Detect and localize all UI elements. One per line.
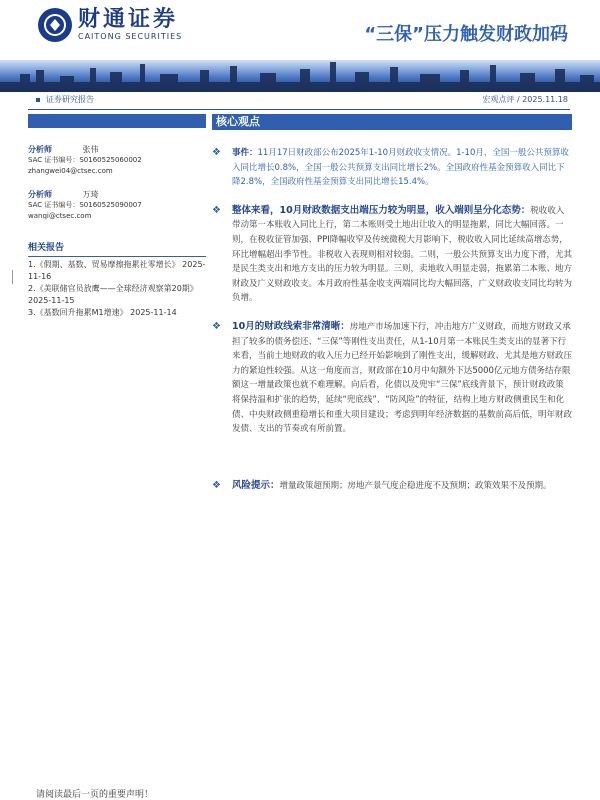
paragraph-text: 增量政策超预期；房地产景气度企稳进度不及预期；政策效果不及预期。 bbox=[279, 480, 552, 491]
footer-disclaimer: 请阅读最后一页的重要声明！ bbox=[36, 790, 154, 800]
analyst-name: 张伟 bbox=[82, 145, 99, 154]
diamond-bullet-icon: ❖ bbox=[212, 479, 221, 491]
sidebar bbox=[28, 114, 206, 319]
meta-row bbox=[0, 92, 600, 108]
related-reports-list bbox=[28, 259, 206, 319]
logo-cn: 财通证券 bbox=[78, 7, 179, 32]
report-title: “三保”压力触发财政加码 bbox=[364, 24, 568, 45]
paragraph-text: 房地产市场加速下行，冲击地方广义财政，而地方财政又承担了较多的债务偿还、“三保”等刚性支出责任，从1-10月第一本账民生类支出的显著下行来看，当前土地财政的收入压力已经开始影响到了刚性支出，缓解财政、尤其是地方财政压力的紧迫性较强。从这一角度而言，财政部在10月中旬额外下达5000亿元地方债务结存限额这一增量政策也就不难理解。向后看，化债以及兜牢“三保”底线背景下，预计财政政策将保持温和扩张的趋势，延续“兜底线”、“防风险”的特征，结构上地方财政侧重民生和化债、中央财政侧重稳增长和重大项目建设；考虑到明年经济数据的基数前高后低，明年财政发债、支出的节奏或有所前置。 bbox=[232, 321, 573, 435]
related-report-link[interactable]: 2.《美联储官员放鹰——全球经济观察第20期》 2025-11-15 bbox=[28, 284, 198, 305]
paragraph-text: 11月17日财政部公布2025年1-10月财政收支情况。1-10月，全国一般公共预算收入同比增长0.8%，全国一般公共预算支出同比增长2%。全国政府性基金预算收入同比下降2.8%，全国政府性基金预算支出同比增长15.4%。 bbox=[232, 148, 569, 188]
analyst-cert: SAC 证书编号：S0160525060002 bbox=[28, 156, 142, 164]
analyst-role: 分析师 bbox=[28, 190, 52, 199]
related-reports-title: 相关报告 bbox=[28, 240, 206, 257]
logo-mark-icon bbox=[38, 8, 72, 42]
overall-paragraph bbox=[212, 204, 572, 306]
analyst-email[interactable]: wanqi@ctsec.com bbox=[28, 212, 92, 220]
paragraph-lead: 事件： bbox=[232, 148, 258, 158]
diamond-bullet-icon: ❖ bbox=[212, 320, 221, 332]
analyst-card bbox=[28, 144, 206, 177]
sidebar-header-bar bbox=[28, 114, 206, 128]
report-type: 证券研究报告 bbox=[36, 94, 94, 105]
diamond-bullet-icon: ❖ bbox=[212, 147, 221, 158]
analyst-card bbox=[28, 189, 206, 222]
event-paragraph bbox=[212, 146, 572, 190]
related-report-link[interactable]: 1.《假期、基数、贸易摩擦拖累社零增长》 2025-11-16 bbox=[28, 260, 206, 281]
paragraph-lead: 风险提示： bbox=[232, 479, 280, 491]
report-header bbox=[0, 0, 600, 60]
risk-paragraph bbox=[212, 479, 572, 494]
paragraph-text: 税收收入带动第一本账收入同比上行，第二本账则受土地出让收入的明显拖累，同比大幅回落。一则，在税收征管加强、PPI降幅收窄及传统微税大月影响下，税收收入同比延续高增态势，环比增幅超出季节性。非税收入表现则相对较弱。二则，一般公共预算支出力度下滑，尤其是民生类支出和地方支出的压力较为明显。三则，卖地收入明显走弱，拖累第二本账、地方财政及广义财政收支。本月政府性基金收支两端同比均大幅回落，广义财政收支同比均转为负增。 bbox=[232, 205, 573, 304]
analyst-email[interactable]: zhangwei04@ctsec.com bbox=[28, 167, 113, 175]
paragraph-lead: 整体来看，10月财政数据支出端压力较为明显，收入端则呈分化态势： bbox=[232, 204, 531, 216]
logo bbox=[38, 8, 182, 42]
logo-en: CAITONG SECURITIES bbox=[78, 32, 183, 41]
main-content bbox=[212, 114, 572, 507]
fiscal-clue-paragraph bbox=[212, 320, 572, 437]
analyst-name: 万琦 bbox=[82, 190, 99, 199]
city-skyline-icon bbox=[0, 60, 600, 92]
header-banner bbox=[0, 60, 600, 92]
margin-mark bbox=[12, 270, 13, 284]
category-date: 宏观点评 / 2025.11.18 bbox=[482, 95, 568, 104]
section-title: 核心观点 bbox=[212, 114, 572, 130]
header-rule bbox=[28, 109, 570, 110]
paragraph-lead: 10月的财政线索非常清晰： bbox=[232, 320, 350, 332]
related-report-link[interactable]: 3.《基数回升拖累M1增速》 2025-11-14 bbox=[28, 308, 177, 317]
analyst-cert: SAC 证书编号：S0160525090007 bbox=[28, 201, 142, 209]
analyst-role: 分析师 bbox=[28, 145, 52, 154]
diamond-bullet-icon: ❖ bbox=[212, 204, 221, 216]
